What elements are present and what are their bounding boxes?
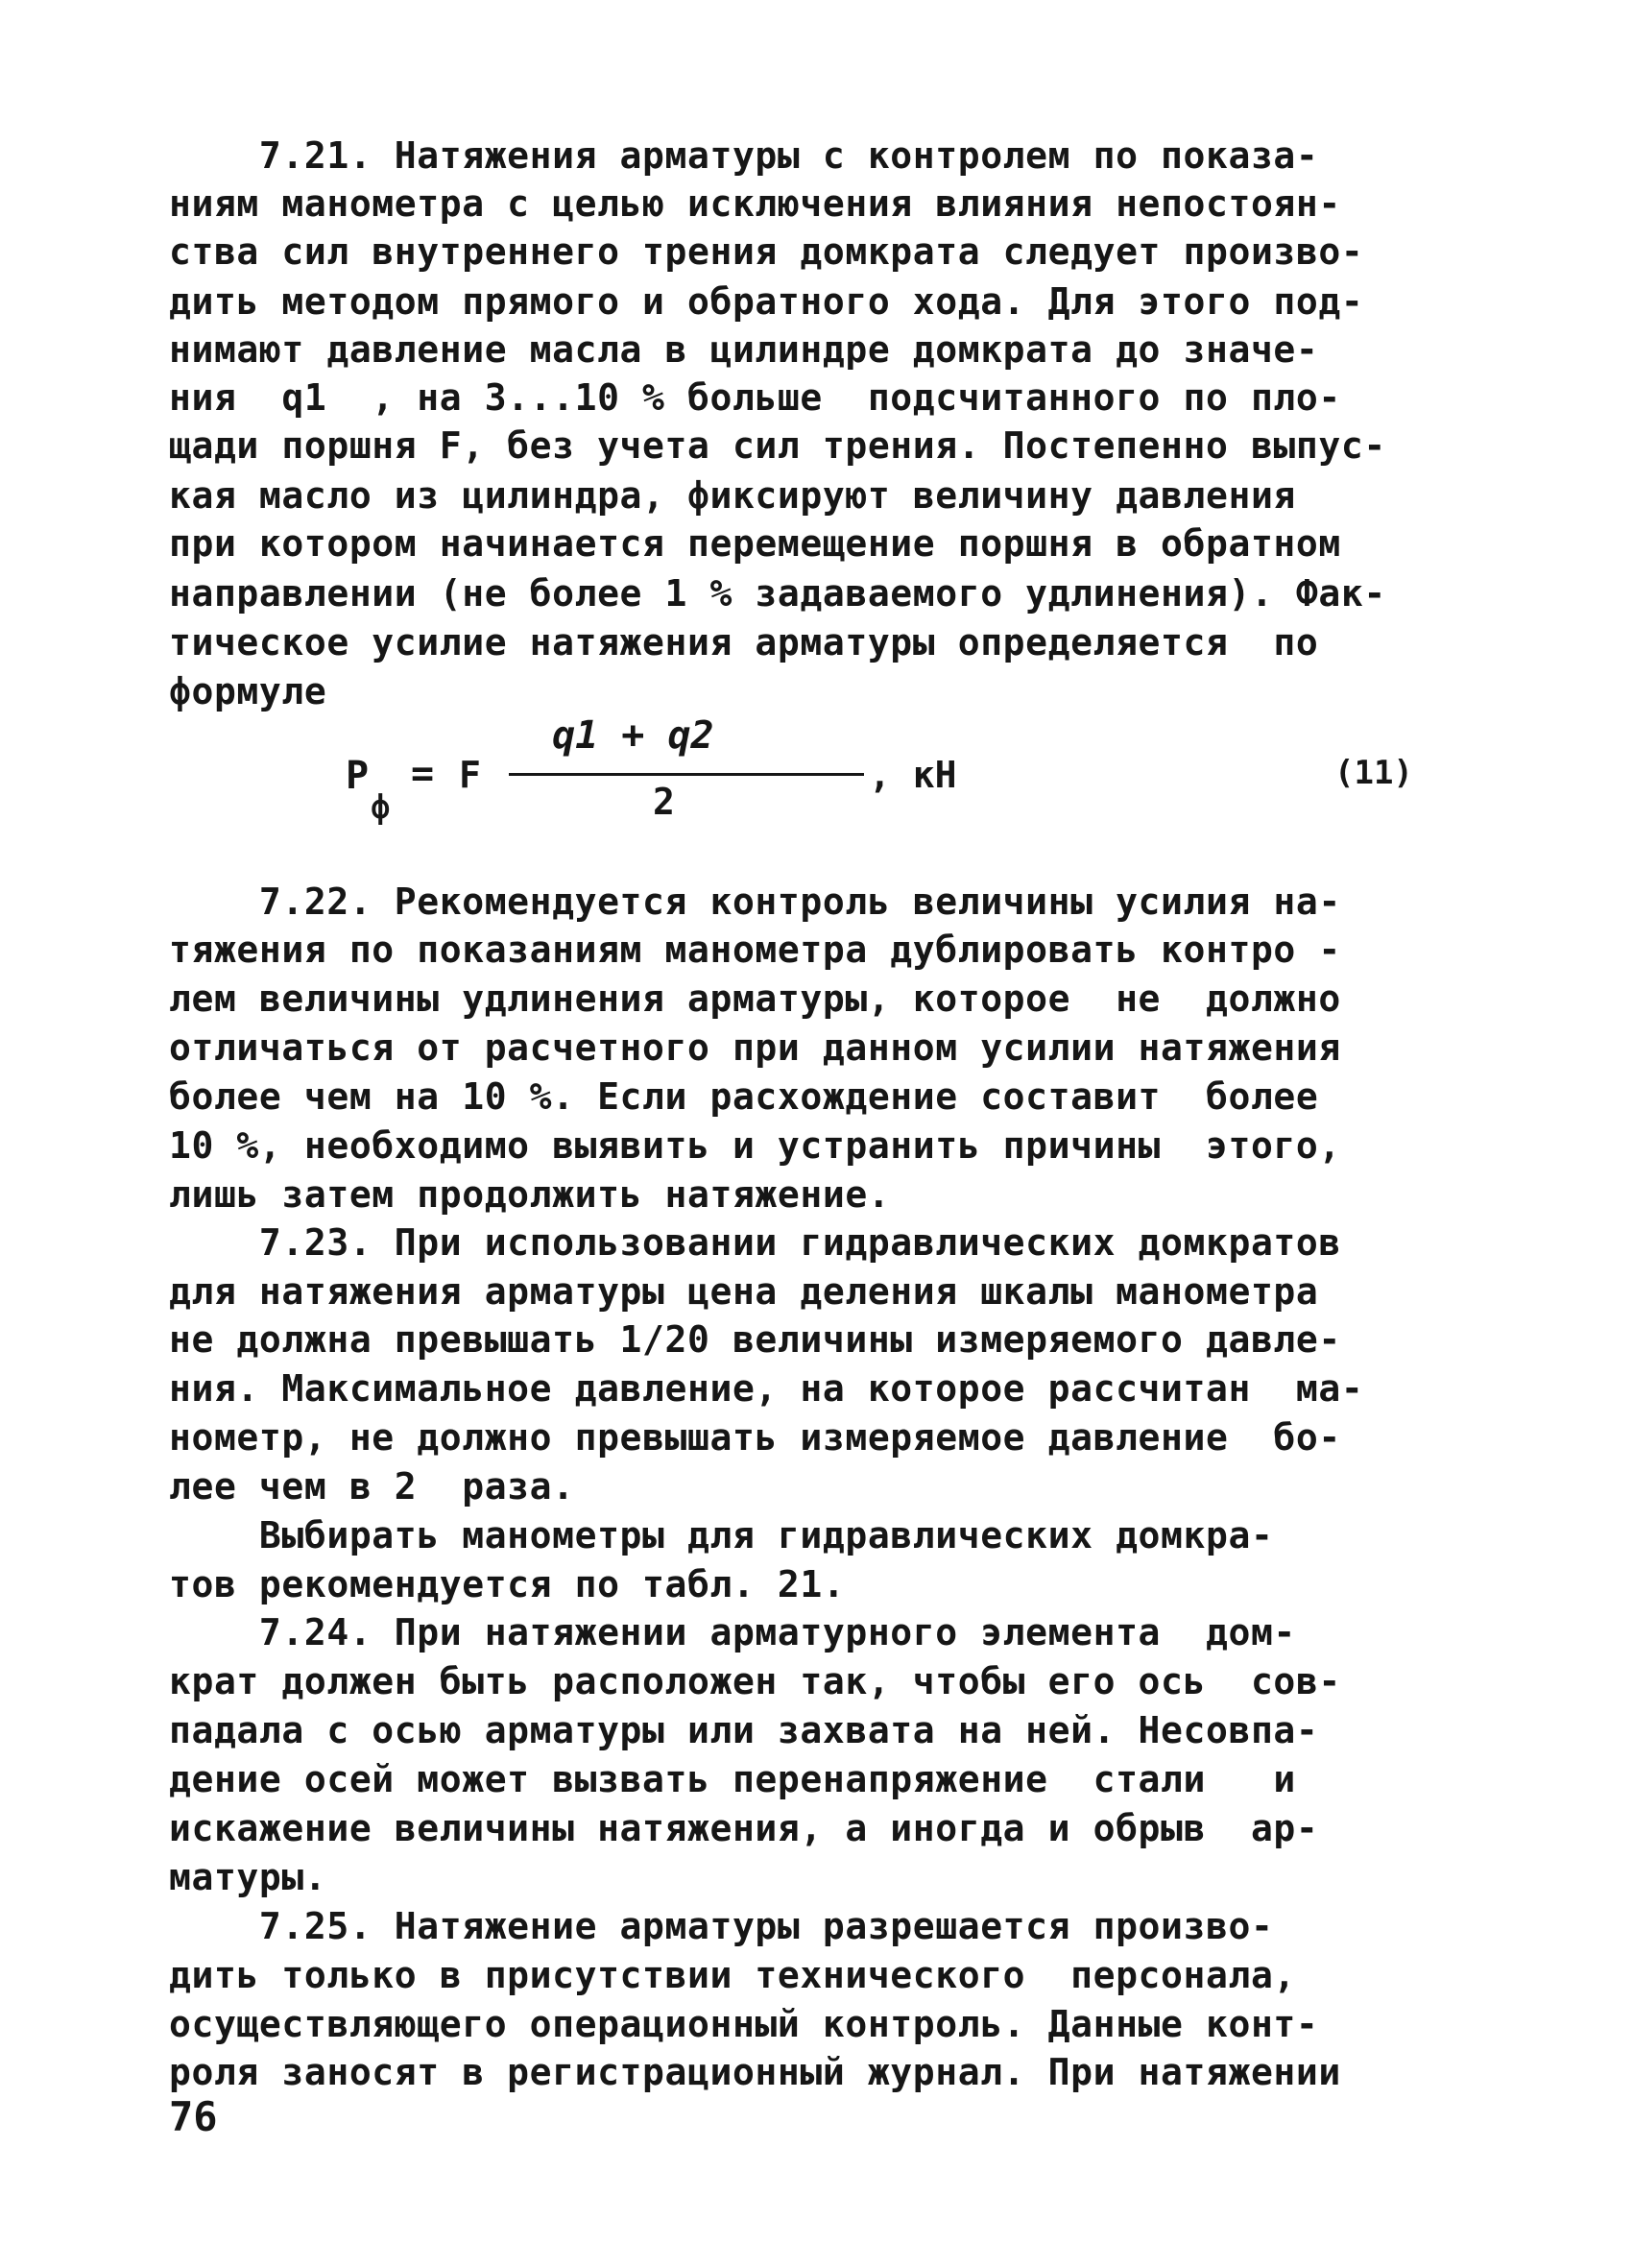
text-line: осуществляющего операционный контроль. Данные конт-	[169, 2003, 1319, 2045]
text-line: искажение величины натяжения, а иногда и обрыв ар-	[169, 1807, 1319, 1849]
text-line: ства сил внутреннего трения домкрата следует произво-	[169, 230, 1364, 273]
text-line: 7.22. Рекомендуется контроль величины усилия на-	[169, 881, 1341, 923]
text-line: более чем на 10 %. Если расхождение составит более	[169, 1075, 1319, 1118]
fraction-bar	[509, 773, 864, 776]
text-line: тяжения по показаниям манометра дублировать контро -	[169, 929, 1341, 971]
text-line: 7.23. При использовании гидравлических домкратов	[169, 1221, 1341, 1264]
text-line: 7.24. При натяжении арматурного элемента дом-	[169, 1611, 1296, 1653]
page-number: 76	[169, 2093, 218, 2140]
text-line: щади поршня F, без учета сил трения. Постепенно выпус-	[169, 424, 1386, 467]
text-line: Выбирать манометры для гидравлических домкра-	[169, 1514, 1274, 1556]
text-line: нимают давление масла в цилиндре домкрата до значе-	[169, 328, 1319, 371]
formula-unit: , кН	[869, 754, 957, 796]
text-line: лее чем в 2 раза.	[169, 1465, 575, 1508]
text-line: 7.21. Натяжения арматуры с контролем по показа-	[169, 134, 1319, 177]
text-line: ниям манометра с целью исключения влияния непостоян-	[169, 182, 1341, 225]
text-line: нометр, не должно превышать измеряемое давление бо-	[169, 1416, 1341, 1459]
formula-lhs-subscript: ф	[371, 788, 391, 827]
text-line: направлении (не более 1 % задаваемого удлинения). Фак-	[169, 572, 1386, 615]
text-line: ния q1 , на 3...10 % больше подсчитанного по пло-	[169, 376, 1341, 419]
text-line: лем величины удлинения арматуры, которое не должно	[169, 977, 1341, 1020]
text-line: дить только в присутствии технического персонала,	[169, 1954, 1296, 1996]
text-line: для натяжения арматуры цена деления шкалы манометра	[169, 1270, 1319, 1313]
text-line: формуле	[169, 670, 327, 712]
text-line: тическое усилие натяжения арматуры определяется по	[169, 621, 1319, 664]
text-line: крат должен быть расположен так, чтобы его ось сов-	[169, 1660, 1341, 1702]
text-line: кая масло из цилиндра, фиксируют величину давления	[169, 474, 1296, 517]
formula-factor: F	[459, 754, 481, 796]
text-line: дение осей может вызвать перенапряжение стали и	[169, 1758, 1296, 1800]
text-line: роля заносят в регистрационный журнал. При натяжении	[169, 2051, 1341, 2093]
text-line: не должна превышать 1/20 величины измеряемого давле-	[169, 1318, 1341, 1361]
text-line: при котором начинается перемещение поршня в обратном	[169, 522, 1341, 565]
text-line: ния. Максимальное давление, на которое рассчитан ма-	[169, 1367, 1364, 1410]
text-line: 7.25. Натяжение арматуры разрешается произво-	[169, 1905, 1274, 1947]
text-line: падала с осью арматуры или захвата на ней. Несовпа-	[169, 1709, 1319, 1751]
text-line: 10 %, необходимо выявить и устранить причины этого,	[169, 1124, 1341, 1167]
text-line: матуры.	[169, 1856, 327, 1898]
formula-11	[346, 715, 1440, 840]
text-line: дить методом прямого и обратного хода. Для этого под-	[169, 280, 1364, 323]
text-line: тов рекомендуется по табл. 21.	[169, 1563, 846, 1605]
formula-numerator: q1 + q2	[552, 713, 714, 758]
formula-denominator: 2	[653, 781, 675, 823]
text-line: отличаться от расчетного при данном усилии натяжения	[169, 1026, 1341, 1069]
formula-number: (11)	[1334, 754, 1413, 792]
formula-lhs: P	[346, 754, 370, 798]
text-line: лишь затем продолжить натяжение.	[169, 1173, 891, 1216]
formula-equals: =	[411, 752, 435, 796]
